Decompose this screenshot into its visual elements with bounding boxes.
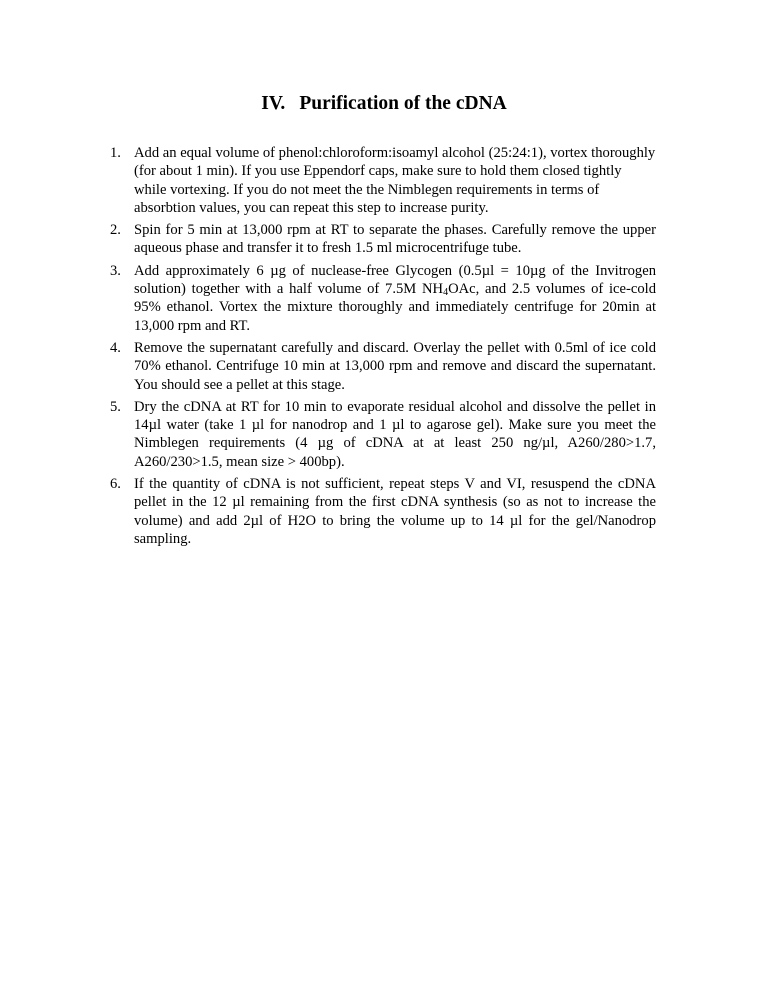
protocol-step-1 bbox=[109, 144, 656, 217]
section-title: Purification of the cDNA bbox=[299, 93, 507, 114]
protocol-step-6 bbox=[109, 475, 656, 548]
step-number: 6. bbox=[110, 476, 121, 493]
step-text: If the quantity of cDNA is not sufficient, repeat steps V and VI, resuspend the cDNA pellet in the 12 µl remaining from the first cDNA synthesis (so as not to increase the volume) and add 2µl of H2O to bring the volume up to 14 µl for the gel/Nanodrop sampling. bbox=[134, 476, 656, 547]
protocol-step-5 bbox=[109, 398, 656, 471]
step-text bbox=[134, 262, 656, 335]
step-number: 3. bbox=[110, 262, 121, 279]
step-text-part: OAc, and 2.5 volumes of ice-cold 95% ethanol. Vortex the mixture thoroughly and immediately centrifuge for 20min at 13,000 rpm and RT. bbox=[134, 281, 656, 334]
step-number: 5. bbox=[110, 398, 121, 415]
protocol-step-3 bbox=[109, 262, 656, 335]
step-text: Dry the cDNA at RT for 10 min to evaporate residual alcohol and dissolve the pellet in 14µl water (take 1 µl for nanodrop and 1 µl to agarose gel). Make sure you meet the Nimblegen requirements (4 µg of cDNA at at least 250 ng/µl, A260/280>1.7, A260/230>1.5, mean size > 400bp). bbox=[134, 398, 656, 470]
protocol-step-2 bbox=[109, 221, 656, 258]
protocol-step-4 bbox=[109, 339, 656, 394]
protocol-steps-list bbox=[109, 144, 656, 552]
section-heading bbox=[0, 92, 768, 116]
step-number: 4. bbox=[110, 339, 121, 356]
step-text: Remove the supernatant carefully and discard. Overlay the pellet with 0.5ml of ice cold 70% ethanol. Centrifuge 10 min at 13,000 rpm and remove and discard the supernatant. You should see a pellet at this stage. bbox=[134, 339, 656, 393]
section-number: IV. bbox=[261, 93, 286, 114]
subscript: 4 bbox=[443, 287, 449, 299]
step-text: Spin for 5 min at 13,000 rpm at RT to separate the phases. Carefully remove the upper aqueous phase and transfer it to fresh 1.5 ml microcentrifuge tube. bbox=[134, 222, 656, 257]
step-number: 1. bbox=[110, 145, 121, 161]
step-text: Add an equal volume of phenol:chloroform:isoamyl alcohol (25:24:1), vortex thoroughly (for about 1 min). If you use Eppendorf caps, make sure to hold them closed tightly while vortexing. If you do not meet the the Nimblegen requirements in terms of absorbtion values, you can repeat this step to increase purity. bbox=[134, 145, 656, 216]
step-number: 2. bbox=[110, 222, 121, 239]
step-text-part: Add approximately 6 µg of nuclease-free Glycogen (0.5µl = 10µg of the Invitrogen solution) together with a half volume of 7.5M NH bbox=[134, 262, 656, 298]
